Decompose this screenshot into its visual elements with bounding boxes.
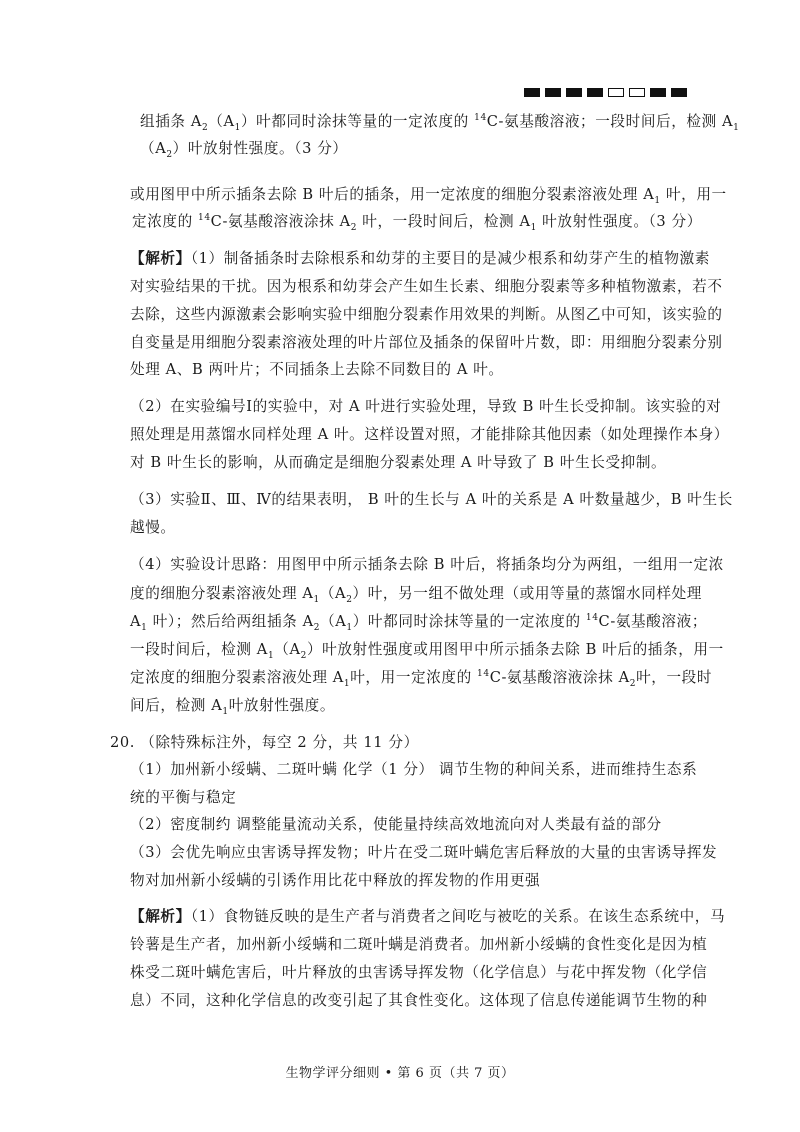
text-line [130,843,717,863]
text-segment: （A [274,641,301,658]
text-segment: （4）实验设计思路：用图甲中所示插条去除 B 叶后，将插条均分为两组，一组用一定浓 [130,556,724,573]
text-segment: 【解析】 [130,250,191,267]
text-line [130,668,712,688]
subscript: 1 [733,122,740,133]
text-segment: 物对加州新小绥螨的引诱作用比花中释放的挥发物的作用更强 [130,872,541,889]
text-line [130,760,697,780]
text-segment: 叶，一段时间后，检测 A [357,213,531,230]
text-segment: 间后，检测 A [130,697,223,714]
header-mark [587,88,603,97]
subscript: 1 [346,622,353,633]
text-line [130,907,725,927]
text-line [130,555,724,575]
text-segment: 组插条 A [140,113,202,130]
text-segment: 对实验结果的干扰。因为根系和幼芽会产生如生长素、细胞分裂素等多种植物激素，若不 [130,278,723,295]
header-marks [524,88,687,97]
text-line [130,305,723,325]
text-line [130,788,236,808]
subscript: 1 [343,678,351,689]
subscript: 2 [300,650,307,661]
subscript: 1 [530,222,537,233]
text-segment: A [130,613,142,630]
superscript: 14 [474,113,487,124]
subscript: 1 [141,622,148,633]
text-line [130,584,702,604]
text-line [130,397,721,417]
text-segment: （A [140,140,167,157]
text-segment: 或用图甲中所示插条去除 B 叶后的插条，用一定浓度的细胞分裂素溶液处理 A [130,186,655,203]
subscript: 1 [267,650,275,661]
text-line [110,733,419,753]
text-line [130,490,733,510]
text-segment: 对 B 叶生长的影响，从而确定是细胞分裂素处理 A 叶导致了 B 叶生长受抑制。 [130,454,667,471]
superscript: 14 [198,213,211,224]
text-segment: C-氨基酸溶液；一段时间后，检测 A [486,113,734,130]
text-line [130,360,504,380]
text-line [130,453,666,473]
text-line [132,212,702,232]
text-line [130,333,723,353]
text-line [130,696,335,716]
subscript: 2 [166,149,173,160]
text-line [130,185,727,205]
text-segment: 叶，用一定浓度的 [350,669,478,686]
header-mark [608,88,624,97]
text-segment: ）叶放射性强度。（3 分） [172,140,348,157]
text-line [130,871,540,891]
text-segment: 叶放射性强度。（3 分） [536,213,702,230]
text-segment: 照处理是用蒸馏水同样处理 A 叶。这样设置对照，才能排除其他因素（如处理操作本身） [130,426,729,443]
header-mark [650,88,666,97]
header-mark [524,88,540,97]
text-segment: C-氨基酸溶液涂抹 A [489,669,630,686]
subscript: 1 [222,706,229,717]
text-segment: 20. （除特殊标注外，每空 2 分，共 11 分） [110,734,419,751]
text-segment: 越慢。 [130,519,176,536]
text-segment: 一段时间后，检测 A [130,641,268,658]
text-segment: 叶放射性强度。 [228,697,336,714]
text-line [130,425,729,445]
text-line [130,518,176,538]
text-segment: 统的平衡与稳定 [130,789,237,806]
text-segment: C-氨基酸溶液涂抹 A [210,213,351,230]
text-segment: 定浓度的细胞分裂素溶液处理 A [130,669,344,686]
text-line [130,815,662,835]
text-segment: （1）食物链反映的是生产者与消费者之间吃与被吃的关系。在该生态系统中，马 [190,908,726,925]
header-mark [566,88,582,97]
text-line [140,112,740,132]
text-segment: C-氨基酸溶液； [598,613,708,630]
text-segment: （A [208,113,235,130]
text-segment: （1）制备插条时去除根系和幼芽的主要目的是减少根系和幼芽产生的植物激素 [190,250,710,267]
text-segment: 去除，这些内源激素会影响实验中细胞分裂素作用效果的判断。从图乙中可知，该实验的 [130,306,723,323]
text-line [130,612,707,632]
subscript: 2 [346,594,353,605]
text-segment: （1）加州新小绥螨、二斑叶螨 化学（1 分） 调节生物的种间关系，进而维持生态系 [130,761,698,778]
text-segment: 叶，一段时 [636,669,713,686]
text-segment: 叶）；然后给两组插条 A [147,613,314,630]
text-segment: （2）密度制约 调整能量流动关系，使能量持续高效地流向对人类最有益的部分 [130,816,662,833]
text-segment: （A [320,613,347,630]
superscript: 14 [585,613,599,624]
text-segment: （3）会优先响应虫害诱导挥发物；叶片在受二斑叶螨危害后释放的大量的虫害诱导挥发 [130,844,718,861]
text-line [130,249,710,269]
text-segment: （A [319,585,347,602]
text-line [130,991,707,1011]
text-segment: 定浓度的 [132,213,199,230]
subscript: 1 [654,195,661,206]
text-line [140,139,348,159]
header-mark [629,88,645,97]
text-segment: 【解析】 [130,908,191,925]
subscript: 2 [350,222,358,233]
text-segment: 自变量是用细胞分裂素溶液处理的叶片部位及插条的保留叶片数，即：用细胞分裂素分别 [130,334,723,351]
subscript: 2 [313,622,321,633]
header-mark [545,88,561,97]
text-segment: （3）实验Ⅱ、Ⅲ、Ⅳ的结果表明， B 叶的生长与 A 叶的关系是 A 叶数量越少，B 叶生长 [130,491,733,508]
header-mark [671,88,687,97]
superscript: 14 [477,669,490,680]
text-segment: 息）不同，这种化学信息的改变引起了其食性变化。这体现了信息传递能调节生物的种 [130,992,708,1009]
subscript: 1 [234,122,241,133]
text-segment: ）叶放射性强度或用图甲中所示插条去除 B 叶后的插条，用一 [306,641,724,658]
text-segment: 株受二斑叶螨危害后，叶片释放的虫害诱导挥发物（化学信息）与花中挥发物（化学信 [130,964,708,981]
text-segment: ）叶都同时涂抹等量的一定浓度的 [352,613,586,630]
text-segment: 铃薯是生产者，加州新小绥螨和二斑叶螨是消费者。加州新小绥螨的食性变化是因为植 [130,936,708,953]
text-segment: ）叶，另一组不做处理（或用等量的蒸馏水同样处理 [352,585,702,602]
text-line [130,640,724,660]
text-segment: 度的细胞分裂素溶液处理 A [130,585,314,602]
subscript: 1 [313,594,320,605]
text-line [130,277,723,297]
page-footer: 生物学评分细则 • 第 6 页（共 7 页） [285,1066,515,1081]
text-line [130,963,707,983]
text-segment: 处理 A、B 两叶片；不同插条上去除不同数目的 A 叶。 [130,361,504,378]
text-line [130,935,707,955]
text-segment: ）叶都同时涂抹等量的一定浓度的 [240,113,475,130]
text-segment: （2）在实验编号Ⅰ的实验中，对 A 叶进行实验处理，导致 B 叶生长受抑制。该实验的对 [130,398,722,415]
subscript: 2 [201,122,209,133]
text-segment: 叶，用一 [660,186,727,203]
subscript: 2 [629,678,637,689]
